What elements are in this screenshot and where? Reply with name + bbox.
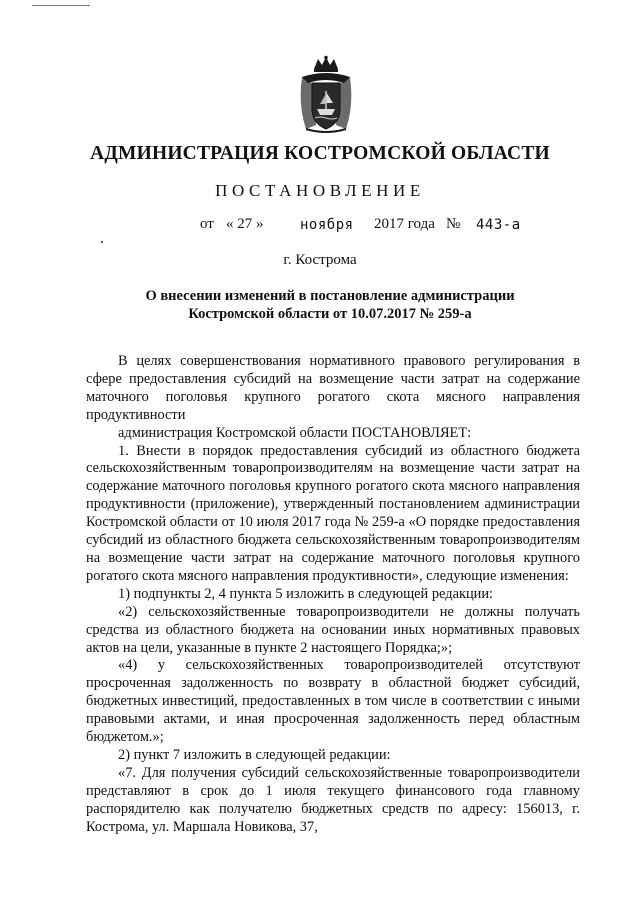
coat-of-arms-icon <box>296 55 356 135</box>
date-month: ноября <box>300 217 354 233</box>
date-prefix: от <box>200 216 214 232</box>
document-title-line-2: Костромской области от 10.07.2017 № 259-а <box>188 306 472 322</box>
paragraph: 1. Внести в порядок предоставления субсидий из областного бюджета сельскохозяйственным товаропроизводителям на возмещение части затрат на содержание маточного поголовья крупного рогатого скота мясного направления продуктивности (приложение), утвержденный постановлением администрации Костромской области от 10 июля 2017 года № 259-а «О порядке предоставления субсидий из областного бюджета сельскохозяйственным товаропроизводителям на возмещение части затрат на содержание маточного поголовья крупного рогатого скота мясного направления продуктивности», следующие изменения: <box>86 442 580 584</box>
city: г. Кострома <box>283 252 357 268</box>
number-sign: № <box>446 216 461 232</box>
date-day: « 27 » <box>226 216 264 232</box>
date-year: 2017 года <box>374 216 435 232</box>
paragraph: 2) пункт 7 изложить в следующей редакции: <box>118 746 391 763</box>
paragraph: «2) сельскохозяйственные товаропроизводители не должны получать средства из областного бюджета на основании иных нормативных правовых актов на цели, указанные в пункте 2 настоящего Порядка;»; <box>86 603 580 656</box>
document-title <box>120 287 540 323</box>
scan-artifact <box>32 5 90 6</box>
organization-name: АДМИНИСТРАЦИЯ КОСТРОМСКОЙ ОБЛАСТИ <box>90 143 550 164</box>
document-number: 443-а <box>476 217 521 233</box>
document-type: ПОСТАНОВЛЕНИЕ <box>215 181 425 200</box>
scan-dot <box>101 241 103 243</box>
paragraph: В целях совершенствования нормативного правового регулирования в сфере предоставления субсидий на возмещение части затрат на содержание маточного поголовья крупного рогатого скота мясного направления продуктивности <box>86 353 580 423</box>
paragraph: «7. Для получения субсидий сельскохозяйственные товаропроизводители представляют в срок до 1 июля текущего финансового года главному распорядителю как получателю бюджетных средств по адресу: 156013, г. Кострома, ул. Маршала Новикова, 37, <box>86 764 580 835</box>
document-title-line-1: О внесении изменений в постановление администрации <box>145 288 515 304</box>
paragraph: 1) подпункты 2, 4 пункта 5 изложить в следующей редакции: <box>118 585 494 602</box>
document-body <box>86 353 580 836</box>
paragraph: «4) у сельскохозяйственных товаропроизводителей отсутствуют просроченная задолженность по возврату в областной бюджет субсидий, бюджетных инвестиций, предоставленных в том числе в соответствии с иными правовыми актами, и иная просроченная задолженность перед областным бюджетом.»; <box>86 657 580 746</box>
paragraph: администрация Костромской области ПОСТАНОВЛЯЕТ: <box>118 424 472 441</box>
